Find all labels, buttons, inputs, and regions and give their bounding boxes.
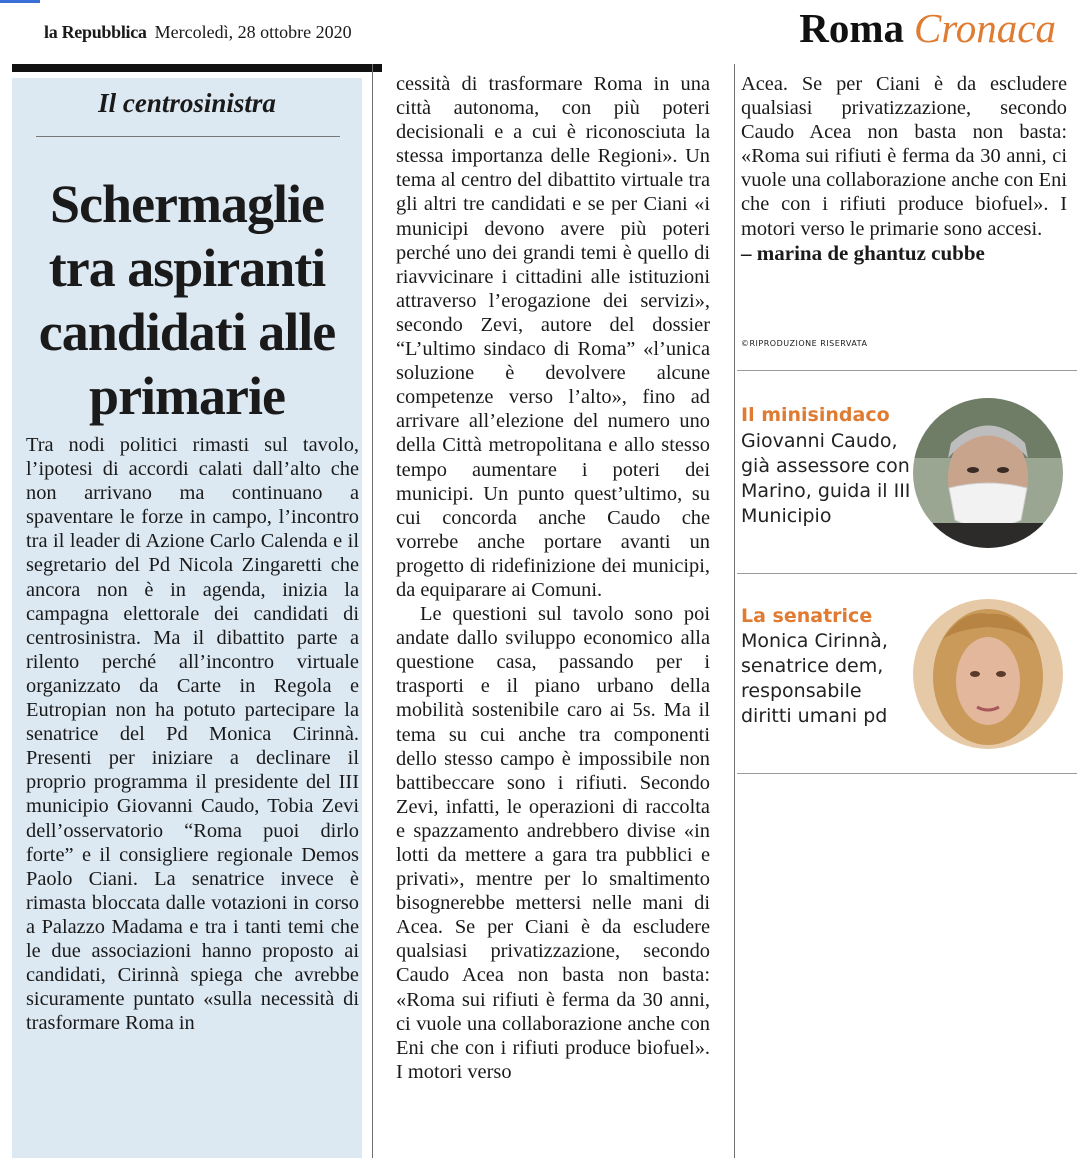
copyright-notice: ©RIPRODUZIONE RISERVATA [741, 339, 868, 348]
section-city: Roma [799, 5, 905, 51]
byline: – marina de ghantuz cubbe [741, 240, 985, 265]
sidebar-separator [737, 370, 1077, 371]
profile-label: Il minisindaco [741, 404, 890, 426]
portrait-photo [913, 398, 1063, 548]
article-column-1: Tra nodi politici rimasti sul tavolo, l’ipotesi di accordi calati dall’alto che non arrivano ma continuano a spaventare le forze in campo, l’incontro tra il leader di Azione Carlo Calenda e il segretario del Pd Nicola Zingaretti che ancora non è in agenda, inizia la campagna elettorale dei candidati di centrosinistra. Ma il dibattito parte a rilento perché all’incontro virtuale organizzato da Carte in Regola e Eutropian non ha potuto partecipare la senatrice del Pd Monica Cirinnà. Presenti per iniziare a declinare il proprio programma il presidente del III municipio Giovanni Caudo, Tobia Zevi dell’osservatorio “Roma puoi dirlo forte” e il consigliere regionale Demos Paolo Ciani. La senatrice invece è rimasta bloccata dalle votazioni in corso a Palazzo Madama e tra i tanti temi che le due associazioni hanno proposto ai candidati, Cirinnà spiega che avrebbe sicuramente puntato «sulla necessità di trasformare Roma in [26, 434, 359, 1035]
sidebar-separator [737, 573, 1077, 574]
masthead [44, 22, 352, 43]
article-paragraph: Le questioni sul tavolo sono poi andate dallo sviluppo economico alla questione casa, passando per i trasporti e il piano urbano della mobilità sostenibile caro ai 5s. Ma il tema su cui anche tra componenti dello stesso campo è impossibile non battibeccare sono i rifiuti. Secondo Zevi, infatti, le operazioni di raccolta e spazzamento andrebbero divise «in lotti da mettere a gara tra pubblici e privati», mentre per lo smaltimento bisognerebbe mettersi nelle mani di Acea. Se per Ciani è da escludere qualsiasi privatizzazione, secondo Caudo Acea non basta non basta: «Roma sui rifiuti è ferma da 30 anni, ci vuole una collaborazione anche con Eni che con i rifiuti produce biofuel». I motori verso [396, 603, 710, 1083]
corner-mark [0, 0, 40, 3]
woman-portrait-photo [913, 599, 1063, 749]
profile-caption: Giovanni Caudo, già assessore con Marino, guida il III Municipio [741, 430, 911, 527]
portrait-photo [913, 599, 1063, 749]
column-divider [734, 64, 735, 1158]
article-paragraph: cessità di trasformare Roma in una città autonoma, con più poteri decisionali e a cui è riconosciuta la stessa importanza delle Regioni». Un tema al centro del dibattito virtuale tra gli altri tre candidati e se per Ciani «i municipi devono avere più poteri perché uno dei grandi temi è quello di riavvicinare i cittadini alle istituzioni attraverso l’erogazione dei servizi», secondo Zevi, autore del dossier “L’ultimo sindaco di Roma” «l’unica soluzione è devolvere alcune competenze verso l’alto», fino ad arrivare all’elezione del numero uno della Città metropolitana e allo stesso tempo aumentare i poteri dei municipi. Un punto quest’ultimo, su cui concorda anche Caudo che vorrebe anche portare avanti un progetto di ridefinizione dei municipi, da equiparare ai Comuni. [396, 73, 710, 601]
profile-caption: Monica Cirinnà, senatrice dem, responsabile diritti umani pd [741, 630, 888, 727]
article-paragraph: Acea. Se per Ciani è da escludere qualsiasi privatizzazione, secondo Caudo Acea non basta non basta: «Roma sui rifiuti è ferma da 30 anni, ci vuole una collaborazione anche con Eni che con i rifiuti produce biofuel». I motori verso le primarie sono accesi. [741, 73, 1067, 240]
section-name: Cronaca [914, 5, 1056, 51]
article-column-2 [396, 72, 710, 1084]
top-rule [12, 64, 382, 72]
column-divider [372, 64, 373, 1158]
newspaper-logo: la Repubblica [44, 22, 147, 42]
profile-label: La senatrice [741, 605, 873, 627]
section-header [799, 4, 1056, 52]
sidebar-separator [737, 773, 1077, 774]
issue-date: Mercoledì, 28 ottobre 2020 [154, 22, 352, 42]
article-kicker: Il centrosinistra [98, 88, 276, 118]
article-headline: Schermaglie tra aspiranti candidati alle primarie [38, 174, 336, 426]
article-column-3 [741, 72, 1067, 266]
kicker-rule [36, 136, 340, 137]
man-with-mask-photo [913, 398, 1063, 548]
